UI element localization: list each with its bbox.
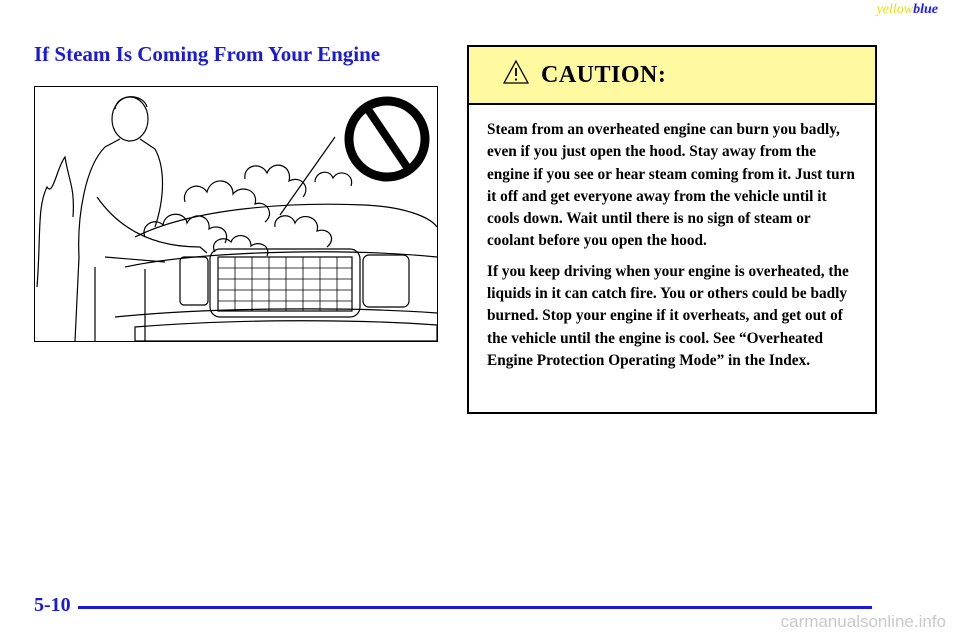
footer-rule [78, 606, 872, 609]
warning-triangle-icon [503, 60, 529, 84]
caution-body [469, 105, 875, 372]
prohibition-icon [349, 101, 425, 177]
steam-cloud [275, 216, 332, 247]
tree-outline [37, 157, 73, 287]
watermark: carmanualsonline.info [780, 612, 946, 631]
caution-title: CAUTION: [541, 61, 667, 88]
steam-engine-illustration [34, 86, 438, 342]
color-tag-blue: blue [913, 2, 938, 17]
section-title: If Steam Is Coming From Your Engine [34, 42, 381, 66]
steam-cloud [144, 214, 227, 243]
color-tag-yellow: yellow [876, 2, 914, 17]
page-number: 5-10 [34, 594, 71, 616]
caution-header [469, 47, 875, 105]
color-tag [877, 2, 938, 18]
caution-paragraph-1: Steam from an overheated engine can burn you badly, even if you just open the hood. Stay away from the engine if you see or hear steam coming from it. Just turn it off and get everyone away from the vehicle until it cools down. Wait until there is no sign of steam or coolant before you open the hood. [487, 121, 855, 250]
person-arm [97, 197, 207, 253]
caution-paragraph-2: If you keep driving when your engine is overheated, the liquids in it can catch fire. You or others could be badly burned. Stop your engine if it overheats, and get out of the vehicle until the engine is cool. See “Overheated Engine Protection Operating Mode” in the Index. [487, 262, 849, 369]
steam-cloud [315, 172, 352, 186]
person-body [75, 139, 120, 341]
caution-box [467, 45, 877, 414]
illustration-drawing [35, 87, 437, 341]
